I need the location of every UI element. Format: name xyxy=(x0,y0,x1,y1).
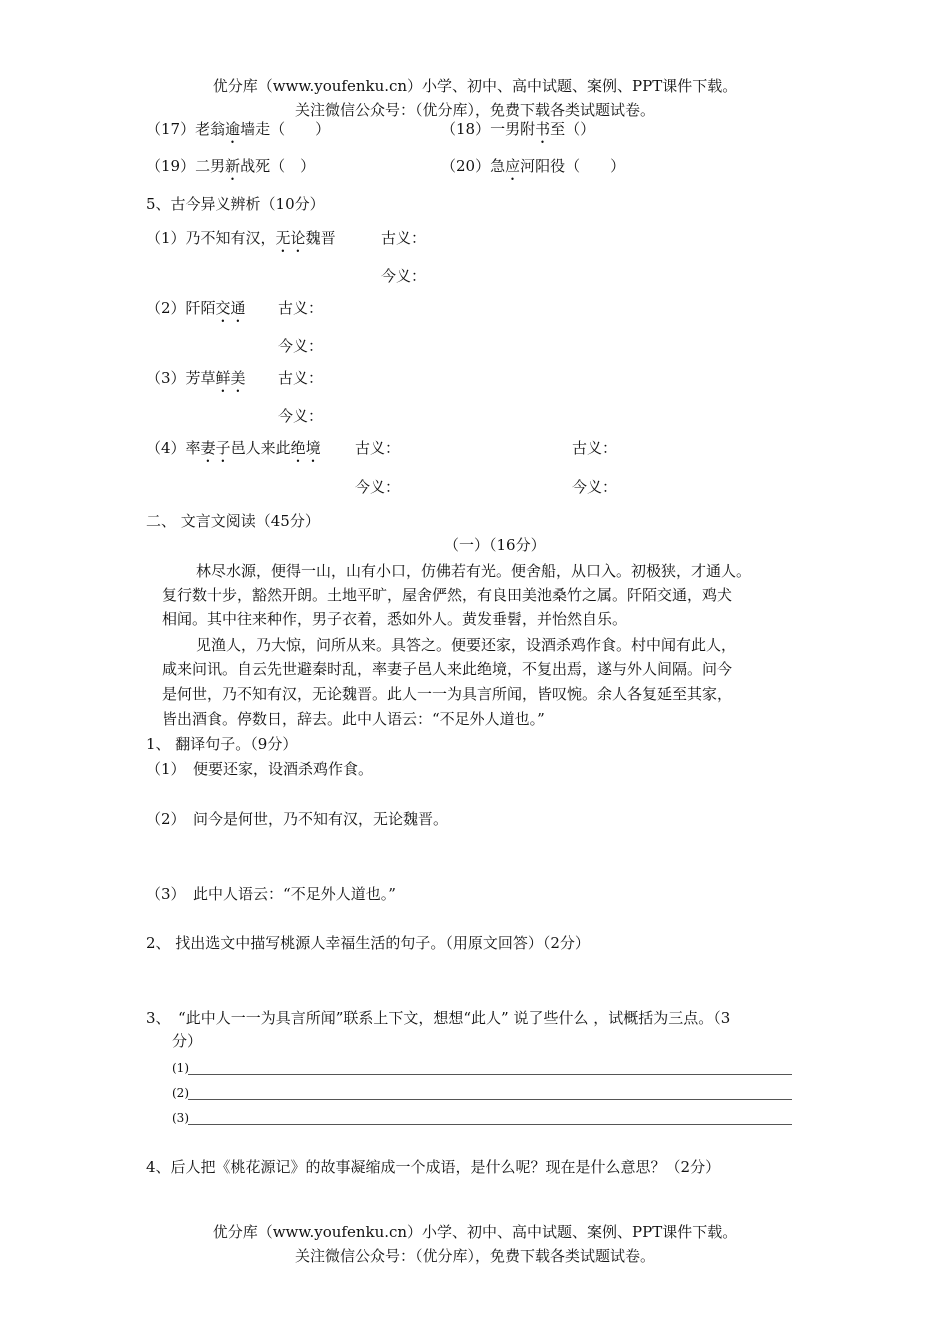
q5-item-1: （1）乃不知有汉，无论魏晋 xyxy=(146,229,336,247)
item-17: （17）老翁逾墙走（ ） xyxy=(146,120,331,138)
question-4: 4、后人把《桃花源记》的故事凝缩成一个成语，是什么呢？现在是什么意思？（2分） xyxy=(146,1158,721,1176)
answer-line-1[interactable] xyxy=(188,1074,792,1075)
q5-item-1-gu: 古义： xyxy=(381,229,427,247)
item-20: （20）急应河阳役（ ） xyxy=(441,157,626,175)
q5-title: 5、古今异义辨析（10分） xyxy=(146,195,325,213)
passage-line: 相闻。其中往来种作，男子衣着，悉如外人。黄发垂髫，并怡然自乐。 xyxy=(162,610,628,628)
q5-item-4-gu-2: 古义： xyxy=(572,439,618,457)
q5-item-2-gu: 古义： xyxy=(278,299,324,317)
answer-label-1: (1) xyxy=(172,1061,189,1075)
passage-line: 是何世，乃不知有汉，无论魏晋。此人一一为具言所闻，皆叹惋。余人各复延至其家， xyxy=(162,685,733,703)
q5-item-4: （4）率妻子邑人来此绝境 xyxy=(146,439,321,457)
q5-item-1-jin: 今义： xyxy=(381,267,427,285)
passage-line: 林尽水源，便得一山，山有小口，仿佛若有光。便舍船，从口入。初极狭，才通人。 xyxy=(196,562,752,580)
passage-line: 皆出酒食。停数日，辞去。此中人语云：“不足外人道也。” xyxy=(162,710,545,728)
q5-item-3-gu: 古义： xyxy=(278,369,324,387)
question-1-1: （1） 便要还家，设酒杀鸡作食。 xyxy=(146,760,374,778)
footer-line-1: 优分库（www.youfenku.cn）小学、初中、高中试题、案例、PPT课件下载。 xyxy=(212,1223,738,1241)
answer-line-3[interactable] xyxy=(188,1124,792,1125)
question-1-2: （2） 问今是何世，乃不知有汉，无论魏晋。 xyxy=(146,810,449,828)
question-3-line-1: 3、 “此中人一一为具言所闻”联系上下文，想想“此人” 说了些什么 ，试概括为三点。（3 xyxy=(146,1009,731,1027)
header-line-1: 优分库（www.youfenku.cn）小学、初中、高中试题、案例、PPT课件下载。 xyxy=(212,77,738,95)
q5-item-2: （2）阡陌交通 xyxy=(146,299,246,317)
header-line-2: 关注微信公众号：（优分库），免费下载各类试题试卷。 xyxy=(294,101,655,119)
answer-label-3: (3) xyxy=(172,1111,189,1125)
passage-line: 复行数十步，豁然开朗。土地平旷，屋舍俨然，有良田美池桑竹之属。阡陌交通，鸡犬 xyxy=(162,586,733,604)
answer-label-2: (2) xyxy=(172,1086,189,1100)
section-2-title: 二、 文言文阅读（45分） xyxy=(146,512,320,530)
question-3-line-2: 分） xyxy=(172,1032,203,1050)
q5-item-4-jin-2: 今义： xyxy=(572,478,618,496)
q5-item-3: （3）芳草鲜美 xyxy=(146,369,246,387)
question-1: 1、 翻译句子。（9分） xyxy=(146,735,298,753)
passage-line: 见渔人，乃大惊，问所从来。具答之。便要还家，设酒杀鸡作食。村中闻有此人， xyxy=(196,636,737,654)
question-1-3: （3） 此中人语云：“不足外人道也。” xyxy=(146,885,396,903)
item-19: （19）二男新战死（ ） xyxy=(146,157,316,175)
passage-line: 咸来问讯。自云先世避秦时乱，率妻子邑人来此绝境，不复出焉，遂与外人间隔。问今 xyxy=(162,660,733,678)
q5-item-3-jin: 今义： xyxy=(278,407,324,425)
answer-line-2[interactable] xyxy=(188,1099,792,1100)
passage-subtitle: （一）（16分） xyxy=(444,536,546,554)
q5-item-2-jin: 今义： xyxy=(278,337,324,355)
q5-item-4-jin-1: 今义： xyxy=(355,478,401,496)
q5-item-4-gu-1: 古义： xyxy=(355,439,401,457)
footer-line-2: 关注微信公众号：（优分库），免费下载各类试题试卷。 xyxy=(294,1247,655,1265)
item-18: （18）一男附书至（） xyxy=(441,120,596,138)
question-2: 2、 找出选文中描写桃源人幸福生活的句子。（用原文回答）（2分） xyxy=(146,934,590,952)
